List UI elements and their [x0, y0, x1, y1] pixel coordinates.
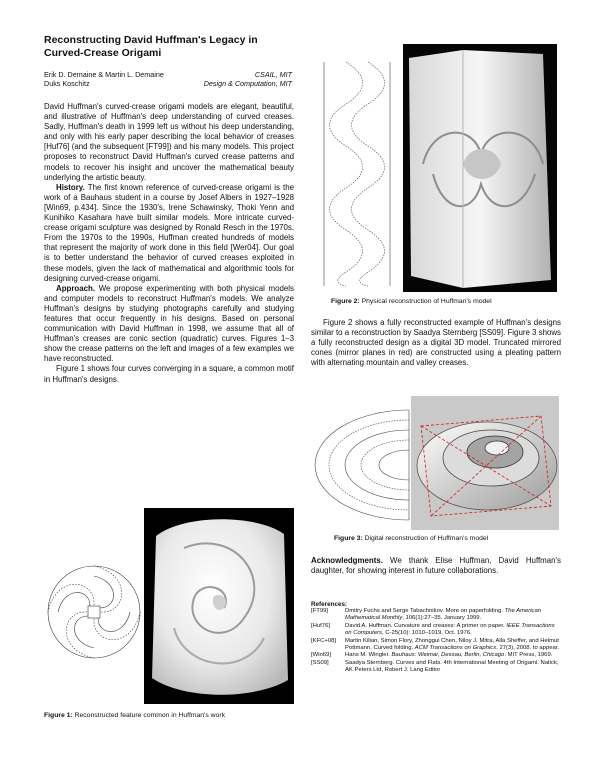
ack-text: We thank Elise Huffman, David Huffman's daughter, for showing interest in future collaborations.: [311, 556, 561, 576]
reference-detail: . MIT Press, 1969.: [504, 652, 553, 659]
approach-text: We propose experimenting with both physical models and computer models to reconstruct Huffman's models. We analyze Huffman's designs by studying photographs carefully and studying features that occur frequently in his designs. Based on personal communication with David Huffman in 1998, we assume that all of Huffman's creases are conic section (quadratic) curves. Figures 1–3 show the crease patterns on the left and images of a few examples we have reconstructed.: [44, 283, 294, 364]
fig2-label: Figure 2:: [331, 298, 360, 305]
intro-paragraph: David Huffman's curved-crease origami models are elegant, beautiful, and illustrative of Huffman's deep understanding of curved creases. Sadly, Huffman's death in 1999 left us without his deep understanding, and only with his early paper describing the local behavior of creases [Huf76] (and the subsequent [FT99]) and his many models. This project proposes to reconstruct David Huffman's curved crease patterns and models to recover his insight and uncover the mathematical beauty underlying the artistic beauty.: [44, 102, 294, 182]
reference-text: Dmitry Fuchs and Serge Tabachnikov. More on paperfolding.: [345, 608, 505, 614]
author-names: Erik D. Demaine & Martin L. Demaine: [44, 70, 164, 79]
reference-venue: The American Mathematical Monthly: [345, 608, 542, 622]
fig2-photo-image: [403, 44, 557, 292]
history-text: The first known reference of curved-crease origami is the work of a Bauhaus student in a course by Josef Albers in 1927–1928 [Win69, p.434]. Since the 1930's, Irene Schawinsky, Thoki Yenn and Kunihiko Kasahara have built similar models. More intricate curved-crease origami sculpture was designed by Ronald Resch in the 1970s. From the 1970s to the 1990s, Huffman created hundreds of models that represent the majority of work done in this field [Wer04]. Our goal is to better understand the behavior of curved creases exploited in these models, given the lack of mathematical and algorithmic tools for designing curved-crease origami.: [44, 182, 294, 283]
reference-venue: Bauhaus: Weimar, Dessau, Berlin, Chicago: [391, 652, 505, 659]
reference-key: [SS09]: [311, 659, 329, 666]
reference-venue: ACM Transactions on Graphics: [414, 645, 497, 652]
paper-title: [44, 34, 294, 60]
approach-heading: Approach.: [56, 283, 96, 293]
reference-venue: IEEE Transactions on Computers: [345, 622, 555, 637]
fig3-render: [411, 396, 559, 530]
fig1-reference-paragraph: Figure 1 shows four curves converging in a square, a common motif in Huffman's designs.: [44, 364, 294, 384]
fig1-crease-pattern: [44, 562, 144, 662]
author-row-1: [44, 70, 292, 79]
history-heading: History.: [56, 182, 85, 192]
fig2-discussion: [311, 318, 561, 368]
reference-item: [311, 623, 561, 638]
fig1-label: Figure 1:: [44, 712, 73, 719]
author-row-2: [44, 79, 292, 88]
fig1-photo-image: [144, 508, 294, 704]
reference-item: [311, 638, 561, 653]
references-heading: References:: [311, 601, 348, 608]
history-paragraph: [44, 183, 294, 284]
fig3-caption: [334, 535, 574, 543]
fig3-render-image: [411, 396, 559, 530]
fig3-crease-pattern: [311, 406, 411, 524]
reference-text: Saadya Sternberg. Curves and Flats. 4th International Meeting of Origami. Natick, AK Peters Ltd, Robert J. Lang Editor: [345, 659, 559, 674]
reference-detail: , C-25(10): 1010–1019, Oct. 1976.: [382, 630, 472, 637]
fig3-caption-text: Digital reconstruction of Huffman's model: [364, 535, 489, 542]
acknowledgments: [311, 556, 561, 576]
reference-key: [FT99]: [311, 608, 329, 614]
reference-key: [Win69]: [311, 652, 331, 659]
ack-paragraph: [311, 556, 561, 576]
author-names: Duks Koschitz: [44, 79, 90, 88]
left-column-text: [44, 102, 294, 385]
title-line-2: Curved-Crease Origami: [44, 47, 162, 59]
fig1-caption: [44, 712, 294, 720]
fig2-photo: [403, 44, 557, 292]
fig3-label: Figure 3:: [334, 535, 363, 542]
author-affiliation: Design & Computation, MIT: [203, 79, 292, 88]
title-line-1: Reconstructing David Huffman's Legacy in: [44, 34, 258, 46]
reference-key: [KFC+08]: [311, 637, 337, 644]
author-affiliation: CSAIL, MIT: [254, 70, 292, 79]
reference-item: [311, 652, 561, 659]
approach-paragraph: [44, 284, 294, 365]
references: [311, 601, 561, 675]
reference-text: Martin Kilian, Simon Flory, Zhonggui Chen, Niloy J. Mitra, Alla Sheffer, and Helmut Pottmann. Curved folding.: [345, 637, 559, 652]
reference-item: [311, 660, 561, 675]
ack-heading: Acknowledgments.: [311, 556, 383, 565]
fig1-photo: [144, 508, 294, 704]
fig1-caption-text: Reconstructed feature common in Huffman's work: [74, 712, 225, 719]
fig3-crease-pattern-drawing: [311, 406, 411, 524]
reference-text: Hans M. Wingler.: [345, 652, 392, 659]
reference-text: David A. Huffman. Curvature and creases: A primer on paper.: [345, 622, 507, 629]
reference-detail: , 27(3), 2008. to appear.: [496, 645, 560, 652]
fig2-caption-text: Physical reconstruction of Huffman's model: [361, 298, 492, 305]
fig2-reference-paragraph: Figure 2 shows a fully reconstructed example of Huffman's designs similar to a reconstruction by Saadya Sternberg [SS09]. Figure 3 shows a fully reconstructed design as a digital 3D model. Truncated mirrored cones (mirror planes in red) are constructed using a pleating pattern with alternating mountain and valley creases.: [311, 318, 561, 368]
fig2-caption: [331, 298, 571, 306]
reference-item: [311, 608, 561, 623]
fig1-crease-pattern-drawing: [44, 562, 144, 662]
reference-detail: , 106(1):27–35, January 1999.: [402, 615, 482, 622]
fig2-crease-pattern-drawing: [322, 58, 392, 290]
reference-key: [Huf76]: [311, 622, 330, 629]
fig2-crease-pattern: [322, 58, 392, 290]
